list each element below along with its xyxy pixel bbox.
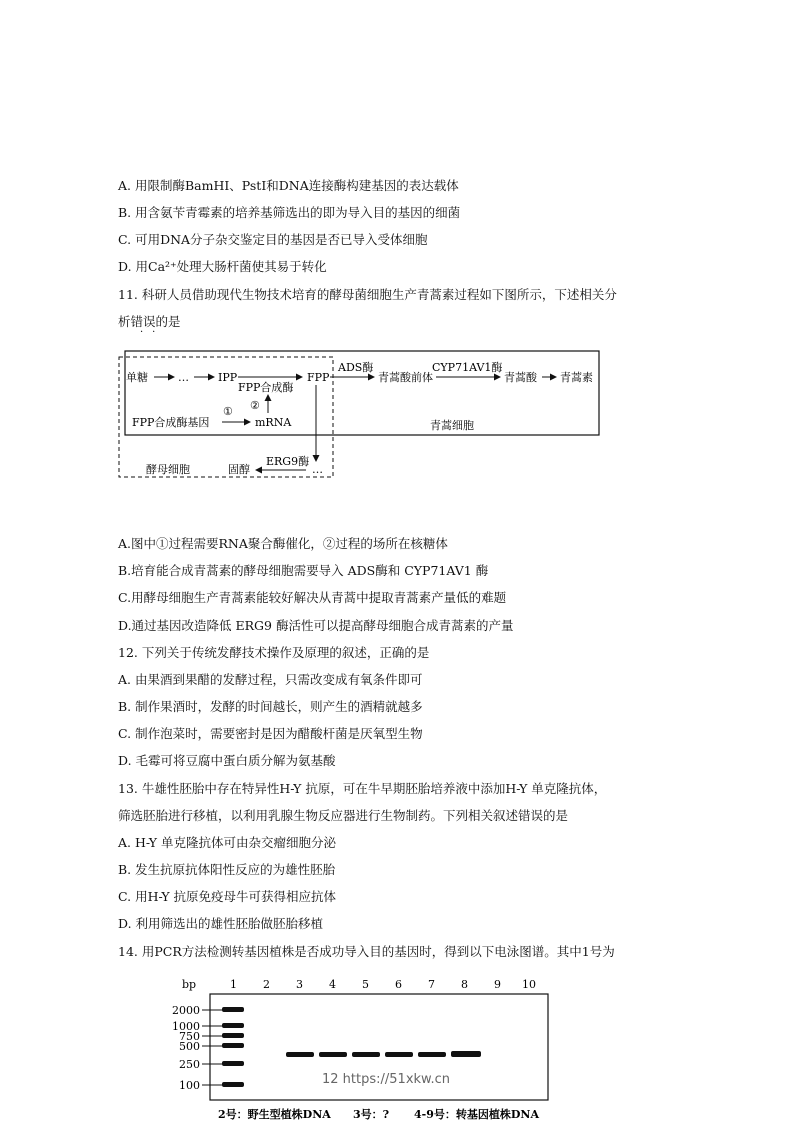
marker-label: 250 xyxy=(179,1058,200,1071)
gel-legend-lanes4-9: 4-9号：转基因植株DNA xyxy=(414,1108,540,1121)
lane-label: 7 xyxy=(428,978,435,991)
mrna-label: mRNA xyxy=(255,416,292,429)
marker-labels xyxy=(172,1004,200,1092)
q11-option-b: B.培育能合成青蒿素的酵母细胞需要导入 ADS酶和 CYP71AV1 酶 xyxy=(118,563,489,578)
step2-label: ② xyxy=(250,399,260,412)
q13-option-d: D. 利用筛选出的雄性胚胎做胚胎移植 xyxy=(118,916,324,931)
q13-option-a: A. H-Y 单克隆抗体可由杂交瘤细胞分泌 xyxy=(118,835,336,850)
q13-option-b: B. 发生抗原抗体阳性反应的为雄性胚胎 xyxy=(118,862,336,877)
artemisinic-acid-label: 青蒿酸 xyxy=(504,371,537,384)
gel-lane-labels xyxy=(230,978,536,991)
cyp-enzyme-label: CYP71AV1酶 xyxy=(432,361,503,374)
lane-label: 2 xyxy=(263,978,270,991)
ladder-bands xyxy=(222,1007,244,1087)
step1-label: ① xyxy=(223,405,233,418)
q12-option-b: B. 制作果酒时，发酵的时间越长，则产生的酒精就越多 xyxy=(118,699,423,714)
q12-option-a: A. 由果酒到果醋的发酵过程，只需改变成有氧条件即可 xyxy=(118,672,423,687)
fpp-label: FPP xyxy=(307,371,330,384)
q11-pathway-diagram xyxy=(110,345,610,485)
q11-stem-line1: 11. 科研人员借助现代生物技术培育的酵母菌细胞生产青蒿素过程如下图所示，下述相关分 xyxy=(118,287,617,302)
fpp-synthase-label: FPP合成酶 xyxy=(238,381,294,394)
q13-option-c: C. 用H-Y 抗原免疫母牛可获得相应抗体 xyxy=(118,889,337,904)
fpp-gene-label: FPP合成酶基因 xyxy=(132,416,210,429)
sample-bands xyxy=(286,1051,481,1057)
q10-option-d: D. 用Ca²⁺处理大肠杆菌使其易于转化 xyxy=(118,259,327,274)
q11-option-d: D.通过基因改造降低 ERG9 酶活性可以提高酵母细胞合成青蒿素的产量 xyxy=(118,618,514,633)
lane-label: 5 xyxy=(362,978,369,991)
marker-label: 2000 xyxy=(172,1004,200,1017)
glucose-label: 单糖 xyxy=(126,371,148,384)
marker-label: 1000 xyxy=(172,1020,200,1033)
artemisia-cell-label: 青蒿细胞 xyxy=(430,419,474,432)
q11-emphasis-dots: ·· xyxy=(140,327,165,338)
lane-label: 1 xyxy=(230,978,237,991)
q13-stem-line2: 筛选胚胎进行移植，以利用乳腺生物反应器进行生物制药。下列相关叙述错误的是 xyxy=(118,808,569,823)
artemisinin-label: 青蒿素 xyxy=(560,371,593,384)
ads-enzyme-label: ADS酶 xyxy=(338,361,374,374)
q14-stem: 14. 用PCR方法检测转基因植株是否成功导入目的基因时，得到以下电泳图谱。其中1号为 xyxy=(118,944,615,959)
ipp-label: IPP xyxy=(218,371,238,384)
q14-gel-figure xyxy=(170,972,560,1122)
erg9-enzyme-label: ERG9酶 xyxy=(266,455,310,468)
lane-label: 9 xyxy=(494,978,501,991)
ellipsis2-label: … xyxy=(312,463,323,476)
q11-option-c: C.用酵母细胞生产青蒿素能较好解决从青蒿中提取青蒿素产量低的难题 xyxy=(118,590,507,605)
lane-label: 4 xyxy=(329,978,336,991)
q11-stem-line2: 析错误的是 xyxy=(118,314,181,329)
gel-legend-lane3: 3号：? xyxy=(353,1108,390,1121)
q13-stem-line1: 13. 牛雄性胚胎中存在特异性H-Y 抗原，可在牛早期胚胎培养液中添加H-Y 单克隆抗体， xyxy=(118,781,607,796)
q11-option-a: A.图中①过程需要RNA聚合酶催化，②过程的场所在核糖体 xyxy=(118,536,448,551)
gel-unit-label: bp xyxy=(182,978,197,991)
marker-label: 500 xyxy=(179,1040,200,1053)
lane-label: 10 xyxy=(522,978,536,991)
artemisinic-precursor-label: 青蒿酸前体 xyxy=(378,371,433,384)
lane-label: 3 xyxy=(296,978,303,991)
yeast-cell-label: 酵母细胞 xyxy=(146,463,190,476)
page-watermark: 12 https://51xkw.cn xyxy=(318,1072,454,1087)
q10-option-b: B. 用含氨苄青霉素的培养基筛选出的即为导入目的基因的细菌 xyxy=(118,205,461,220)
marker-label: 100 xyxy=(179,1079,200,1092)
marker-ticks xyxy=(202,1010,222,1085)
lane-label: 6 xyxy=(395,978,402,991)
gel-legend-lane2: 2号：野生型植株DNA xyxy=(218,1108,331,1121)
lane-label: 8 xyxy=(461,978,468,991)
ellipsis-label: … xyxy=(178,371,189,384)
sterol-label: 固醇 xyxy=(228,463,250,476)
q10-option-a: A. 用限制酶BamHⅠ、PstⅠ和DNA连接酶构建基因的表达载体 xyxy=(118,178,459,193)
q12-option-d: D. 毛霉可将豆腐中蛋白质分解为氨基酸 xyxy=(118,753,336,768)
q10-option-c: C. 可用DNA分子杂交鉴定目的基因是否已导入受体细胞 xyxy=(118,232,428,247)
marker-label: 750 xyxy=(179,1030,200,1043)
q12-stem: 12. 下列关于传统发酵技术操作及原理的叙述，正确的是 xyxy=(118,645,430,660)
q12-option-c: C. 制作泡菜时，需要密封是因为醋酸杆菌是厌氧型生物 xyxy=(118,726,423,741)
